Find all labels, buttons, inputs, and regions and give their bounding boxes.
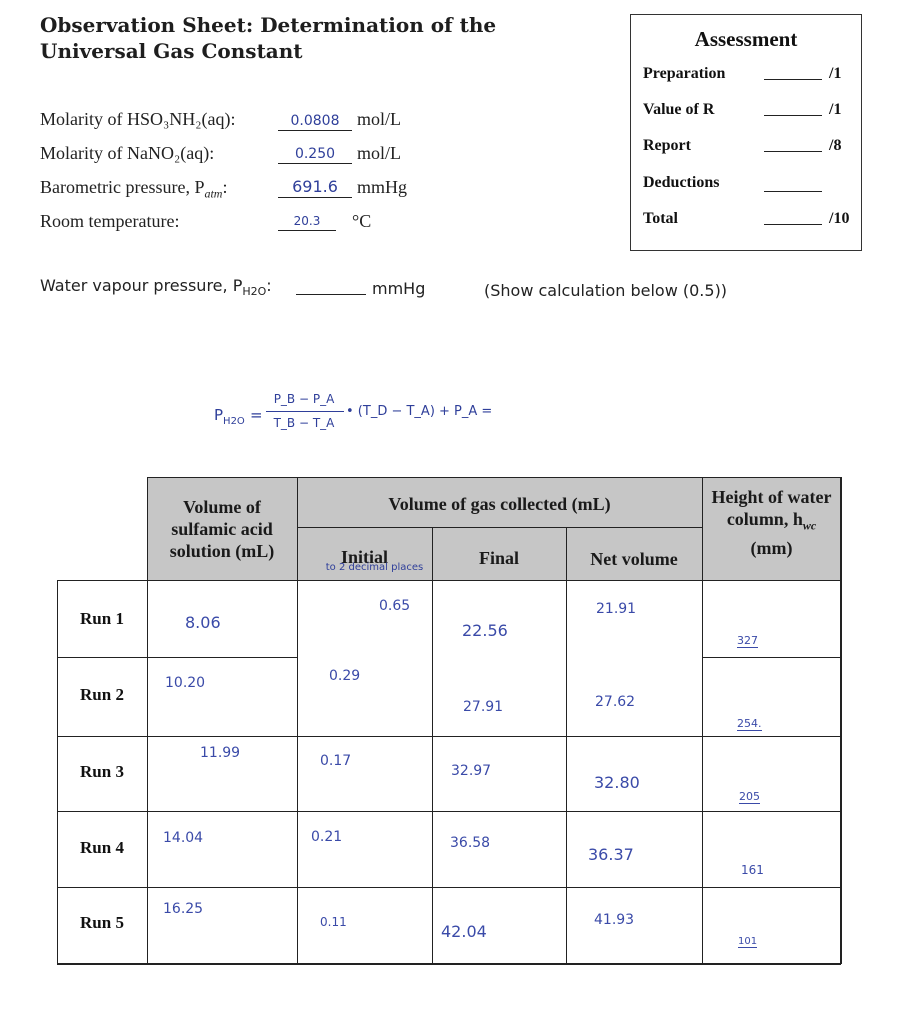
cell-acid: 10.20 [165, 675, 206, 691]
molarity-nano2-unit: mol/L [357, 143, 401, 163]
room-temp-label: Room temperature: [40, 211, 180, 231]
assessment-title: Assessment [694, 27, 798, 51]
run-label: Run 1 [80, 609, 124, 628]
molarity-hso3-unit: mol/L [357, 109, 401, 129]
assessment-row-preparation [643, 65, 853, 87]
molarity-nano2-value: 0.250 [294, 146, 336, 162]
water-vapour-label-colon: : [266, 276, 272, 295]
header-height-text: Height of water column, h [711, 487, 832, 529]
assessment-label: Total [643, 210, 678, 227]
molarity-nano2-field [278, 145, 352, 164]
grid-line [57, 657, 297, 658]
title-line-2: Universal Gas Constant [40, 39, 303, 63]
formula-lhs-sub: H2O [223, 416, 245, 427]
cell-height: 101 [738, 936, 758, 947]
assessment-max: /8 [829, 137, 842, 154]
barometric-value: 691.6 [292, 177, 338, 196]
grid-line [840, 477, 842, 964]
assessment-row-value-of-r [643, 101, 853, 123]
show-calculation-note: (Show calculation below (0.5)) [484, 281, 728, 300]
cell-net: 21.91 [596, 601, 637, 617]
cell-final: 32.97 [451, 763, 492, 779]
run-label: Run 3 [80, 762, 124, 781]
room-temp-unit: °C [352, 211, 372, 231]
grid-line [147, 477, 841, 478]
grid-line [702, 477, 703, 963]
barometric-label-colon: : [222, 177, 228, 197]
barometric-field [278, 177, 352, 198]
cell-final: 42.04 [441, 922, 487, 941]
molarity-hso3-value: 0.0808 [290, 113, 340, 129]
handwritten-formula [206, 390, 493, 460]
grid-line [57, 887, 841, 888]
header-final: Final [478, 548, 519, 568]
score-blank [764, 191, 822, 192]
grid-line [57, 811, 841, 812]
header-initial-note: to 2 decimal places [325, 562, 424, 573]
molarity-nano2-label: Molarity of NaNO₂(aq): [40, 143, 215, 163]
grid-line [57, 580, 841, 581]
assessment-label: Report [643, 137, 691, 154]
run-label: Run 4 [80, 838, 124, 857]
room-temp-field [278, 212, 336, 231]
formula-fraction-bar [266, 411, 344, 412]
cell-net: 36.37 [588, 845, 634, 864]
grid-line [702, 657, 841, 658]
cell-initial: 0.29 [329, 668, 361, 684]
formula-rest: • (T_D − T_A) + P_A = [346, 404, 493, 419]
cell-acid: 14.04 [163, 830, 204, 846]
assessment-row-report [643, 137, 853, 159]
data-table [57, 477, 841, 965]
header-volume-acid: Volume of sulfamic acid solution (mL) [169, 497, 275, 561]
cell-final: 36.58 [450, 835, 491, 851]
assessment-box [630, 14, 862, 251]
assessment-max: /10 [829, 210, 850, 227]
score-blank [764, 115, 822, 116]
header-height-sub: wc [802, 518, 817, 533]
cell-initial: 0.17 [320, 753, 352, 769]
formula-lhs [214, 406, 245, 427]
cell-initial: 0.11 [320, 915, 347, 929]
assessment-label: Value of R [643, 101, 715, 118]
cell-height: 205 [739, 790, 760, 803]
cell-acid: 11.99 [200, 745, 241, 761]
cell-initial: 0.65 [379, 598, 411, 614]
cell-net: 27.62 [595, 694, 636, 710]
formula-lhs-text: P [214, 406, 224, 424]
assessment-max: /1 [829, 65, 842, 82]
cell-acid: 8.06 [185, 613, 221, 632]
assessment-row-total [643, 210, 853, 232]
cell-initial: 0.21 [311, 829, 343, 845]
cell-final: 22.56 [462, 621, 508, 640]
assessment-label: Preparation [643, 65, 726, 82]
cell-height: 161 [741, 863, 764, 877]
water-vapour-label-text: Water vapour pressure, P [40, 276, 243, 295]
header-gas-collected: Volume of gas collected (mL) [388, 494, 611, 514]
water-vapour-unit: mmHg [372, 279, 426, 298]
grid-line [297, 477, 298, 963]
barometric-label-sub: atm [204, 186, 223, 201]
formula-numerator: P_B − P_A [273, 392, 335, 406]
assessment-max: /1 [829, 101, 842, 118]
water-vapour-blank [296, 294, 366, 295]
page-title [40, 12, 496, 64]
room-temp-value: 20.3 [293, 214, 321, 228]
assessment-row-deductions [643, 174, 853, 196]
water-vapour-label [40, 276, 272, 298]
header-initial: Initial [340, 547, 388, 567]
score-blank [764, 151, 822, 152]
cell-height: 327 [737, 634, 758, 647]
formula-equals: = [250, 406, 263, 424]
run-label: Run 5 [80, 913, 124, 932]
run-label: Run 2 [80, 685, 124, 704]
grid-line [57, 736, 841, 737]
header-net-volume: Net volume [590, 549, 678, 569]
water-vapour-label-sub: H2O [242, 285, 267, 299]
formula-denominator: T_B − T_A [273, 416, 335, 430]
grid-line [147, 477, 148, 963]
cell-acid: 16.25 [163, 901, 204, 917]
cell-net: 41.93 [594, 912, 635, 928]
cell-net: 32.80 [594, 773, 640, 792]
barometric-label [40, 177, 227, 202]
header-height [702, 486, 841, 559]
barometric-unit: mmHg [357, 177, 408, 197]
cell-final: 27.91 [463, 699, 504, 715]
molarity-hso3-label: Molarity of HSO₃NH₂(aq): [40, 109, 236, 129]
score-blank [764, 224, 822, 225]
header-height-unit: (mm) [750, 537, 793, 558]
grid-line [297, 527, 702, 528]
cell-height: 254. [737, 717, 762, 730]
grid-line [57, 963, 841, 965]
score-blank [764, 79, 822, 80]
grid-line [432, 527, 433, 963]
barometric-label-text: Barometric pressure, P [40, 177, 205, 197]
title-line-1: Observation Sheet: Determination of the [40, 13, 497, 37]
grid-line [566, 527, 567, 963]
molarity-hso3-field [278, 112, 352, 131]
assessment-label: Deductions [643, 174, 720, 191]
